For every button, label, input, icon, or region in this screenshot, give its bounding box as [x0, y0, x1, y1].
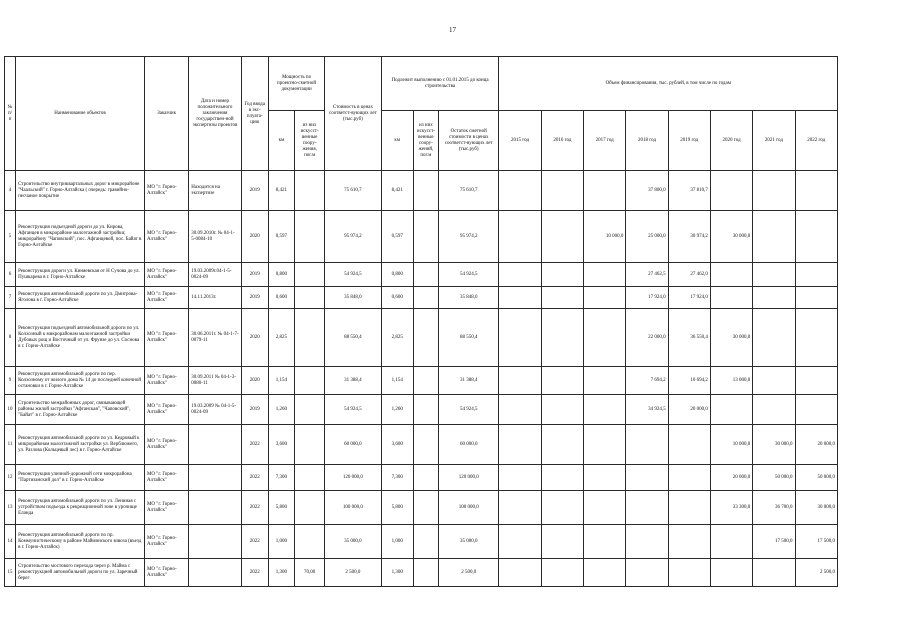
cell-2018	[626, 425, 668, 465]
cell-2022: 20 000,0	[795, 425, 837, 465]
cell-km: 1,154	[268, 367, 294, 395]
cell-remaining-km: 2,825	[381, 309, 413, 367]
cell-remaining-km: 7,300	[381, 465, 413, 491]
cell-2017	[584, 309, 626, 367]
header-year-2017: 2017 год	[584, 111, 626, 171]
cell-year: 2019	[241, 171, 268, 211]
cell-2020: 30 000,0	[710, 211, 752, 263]
cell-2018: 7 694,2	[626, 367, 668, 395]
cell-2019: 30 974,2	[668, 211, 710, 263]
table-header	[5, 57, 838, 171]
cell-name: Реконструкция автомобильной дороги по ул. Лениная с устройством подъезда к рекреационной зоне в урочище Еланда	[16, 491, 145, 525]
cell-2022	[795, 395, 837, 425]
cell-name: Реконструкция автомобильной дороги по ул. Кедровый к микрорайонам малоэтажной застройки ул. Верблюжего, ул. Разлова (Кольцевый лес) в г. Горно-Алтайске	[16, 425, 145, 465]
cell-2019	[668, 465, 710, 491]
header-expertise: Дата и номер положительного заключения государствен-ной экспертизы проектов	[189, 57, 241, 171]
header-remaining-group: Подлежит выполнению с 01.01.2015 до конца строительства	[381, 57, 499, 111]
cell-remaining-cost: 95 974,2	[439, 211, 499, 263]
cell-2019	[668, 491, 710, 525]
cell-expertise: 30.06.2011г. № 04-1-7-0079-11	[189, 309, 241, 367]
cell-year: 2022	[241, 465, 268, 491]
cell-num: 15	[5, 559, 16, 587]
cell-2017	[584, 263, 626, 287]
cell-2015	[499, 525, 541, 559]
cell-name: Строительство внутриквартальных дорог в микрорайоне "Чаальский" г. Горно-Алтайска ( очередь: гравийно-песчаное покрытие	[16, 171, 145, 211]
cell-num: 8	[5, 309, 16, 367]
cell-expertise: 19.03.2009 № 04-1-5-0024-09	[189, 395, 241, 425]
cell-num: 4	[5, 171, 16, 211]
cell-cost: 100 000,0	[325, 491, 381, 525]
cell-cost: 60 000,0	[325, 425, 381, 465]
header-year-2020: 2020 год	[710, 111, 752, 171]
cell-num: 5	[5, 211, 16, 263]
cell-2016	[541, 309, 583, 367]
cell-2017	[584, 287, 626, 309]
cell-remaining-cost: 100 000,0	[439, 491, 499, 525]
cell-2020: 20 000,0	[710, 465, 752, 491]
cell-customer: МО "г. Горно-Алтайск"	[144, 171, 188, 211]
cell-art	[295, 367, 325, 395]
cell-art	[295, 525, 325, 559]
header-financing-group: Объем финансирования, тыс. рублей, в том числе по годам	[499, 57, 838, 111]
cell-2017	[584, 491, 626, 525]
table-row	[5, 287, 838, 309]
cell-year: 2020	[241, 211, 268, 263]
cell-2019: 10 694,2	[668, 367, 710, 395]
cell-year: 2022	[241, 525, 268, 559]
header-year: Год ввода в экс-плуата-цию	[241, 57, 268, 171]
cell-remaining-cost: 35 848,0	[439, 287, 499, 309]
cell-2022	[795, 367, 837, 395]
cell-year: 2019	[241, 395, 268, 425]
cell-num: 6	[5, 263, 16, 287]
cell-2015	[499, 367, 541, 395]
cell-name: Реконструкция автомобильной дороги по ул. Дмитрова-Яголова в г. Горно-Алтайске	[16, 287, 145, 309]
cell-expertise: Находится на экспертизе	[189, 171, 241, 211]
cell-expertise: 30.09.2011 № 04-1-3-0080-11	[189, 367, 241, 395]
cell-2021	[753, 263, 795, 287]
cell-remaining-cost: 120 000,0	[439, 465, 499, 491]
cell-remaining-art	[413, 465, 438, 491]
cell-art	[295, 425, 325, 465]
table-row	[5, 395, 838, 425]
cell-2019: 17 924,0	[668, 287, 710, 309]
cell-2018: 34 924,5	[626, 395, 668, 425]
cell-remaining-km: 1,000	[381, 525, 413, 559]
cell-remaining-km: 1,260	[381, 395, 413, 425]
cell-cost: 54 924,5	[325, 395, 381, 425]
cell-2018: 22 000,0	[626, 309, 668, 367]
table-row	[5, 559, 838, 587]
cell-art: 70,00	[295, 559, 325, 587]
cell-2018: 25 000,0	[626, 211, 668, 263]
cell-2017: 10 000,0	[584, 211, 626, 263]
cell-year: 2019	[241, 263, 268, 287]
cell-customer: МО "г. Горно-Алтайск"	[144, 465, 188, 491]
cell-2021: 30 000,0	[753, 425, 795, 465]
table-row	[5, 425, 838, 465]
cell-2016	[541, 491, 583, 525]
cell-remaining-art	[413, 559, 438, 587]
header-year-2021: 2021 год	[753, 111, 795, 171]
cell-remaining-cost: 60 000,0	[439, 425, 499, 465]
cell-expertise	[189, 465, 241, 491]
cell-2015	[499, 559, 541, 587]
cell-2017	[584, 171, 626, 211]
cell-customer: МО "г. Горно-Алтайск"	[144, 263, 188, 287]
cell-2022: 2 500,0	[795, 559, 837, 587]
cell-num: 14	[5, 525, 16, 559]
cell-2022	[795, 309, 837, 367]
cell-2021	[753, 287, 795, 309]
page-number: 17	[449, 26, 456, 34]
header-capacity-art: из них искусст-венные соору-жения, пог.м	[295, 111, 325, 171]
cell-remaining-art	[413, 525, 438, 559]
cell-remaining-art	[413, 211, 438, 263]
cell-km: 0,597	[268, 211, 294, 263]
cell-art	[295, 465, 325, 491]
cell-2019	[668, 559, 710, 587]
cell-2019: 27 462,0	[668, 263, 710, 287]
cell-remaining-km: 0,600	[381, 287, 413, 309]
cell-cost: 35 000,0	[325, 525, 381, 559]
cell-year: 2020	[241, 309, 268, 367]
cell-remaining-cost: 88 550,4	[439, 309, 499, 367]
cell-cost: 88 550,4	[325, 309, 381, 367]
cell-2021	[753, 559, 795, 587]
cell-remaining-km: 0,800	[381, 263, 413, 287]
cell-customer: МО "г. Горно-Алтайск"	[144, 367, 188, 395]
cell-2022: 30 000,0	[795, 491, 837, 525]
cell-remaining-cost: 75 610,7	[439, 171, 499, 211]
cell-2015	[499, 263, 541, 287]
cell-art	[295, 395, 325, 425]
cell-remaining-km: 1,300	[381, 559, 413, 587]
header-capacity-group: Мощность по проектно-сметной документации	[268, 57, 324, 111]
cell-2016	[541, 263, 583, 287]
cell-remaining-km: 1,154	[381, 367, 413, 395]
cell-name: Реконструкция автомобильной дороги по пр. Коммунистическому в районе Майминского взвоза (въезд в г. Горно-Алтайск)	[16, 525, 145, 559]
cell-customer: МО "г. Горно-Алтайск"	[144, 525, 188, 559]
cell-remaining-art	[413, 287, 438, 309]
cell-2020	[710, 287, 752, 309]
cell-num: 10	[5, 395, 16, 425]
cell-km: 0,600	[268, 287, 294, 309]
cell-km: 7,300	[268, 465, 294, 491]
cell-2017	[584, 465, 626, 491]
cell-art	[295, 171, 325, 211]
cell-2018	[626, 465, 668, 491]
header-year-2018: 2018 год	[626, 111, 668, 171]
cell-customer: МО "г. Горно-Алтайск"	[144, 395, 188, 425]
cell-expertise	[189, 491, 241, 525]
cell-2016	[541, 465, 583, 491]
cell-2021	[753, 309, 795, 367]
header-remaining-art: из них искусст-венные соору-жений, пог.м	[413, 111, 438, 171]
cell-2018: 27 462,5	[626, 263, 668, 287]
cell-2016	[541, 171, 583, 211]
cell-2020	[710, 525, 752, 559]
cell-art	[295, 309, 325, 367]
cell-2017	[584, 525, 626, 559]
cell-expertise: 30.09.2010г. № 04-1-5-0084-10	[189, 211, 241, 263]
table-row	[5, 367, 838, 395]
cell-2015	[499, 395, 541, 425]
cell-2021: 17 500,0	[753, 525, 795, 559]
header-num: № п/п	[5, 57, 16, 171]
cell-remaining-art	[413, 309, 438, 367]
cell-year: 2019	[241, 287, 268, 309]
cell-customer: МО "г. Горно-Алтайск"	[144, 309, 188, 367]
cell-remaining-art	[413, 395, 438, 425]
header-cost: Стоимость в ценах соответст-вующих лет (тыс.руб)	[325, 57, 381, 171]
cell-2021: 50 000,0	[753, 465, 795, 491]
investment-table	[4, 56, 838, 587]
cell-remaining-art	[413, 263, 438, 287]
cell-2021	[753, 395, 795, 425]
cell-year: 2022	[241, 491, 268, 525]
cell-2020	[710, 171, 752, 211]
table-row	[5, 211, 838, 263]
cell-2015	[499, 425, 541, 465]
table-row	[5, 525, 838, 559]
cell-2020	[710, 263, 752, 287]
cell-remaining-km: 5,800	[381, 491, 413, 525]
cell-2016	[541, 211, 583, 263]
cell-2016	[541, 287, 583, 309]
cell-expertise	[189, 425, 241, 465]
cell-2015	[499, 171, 541, 211]
cell-2018	[626, 559, 668, 587]
cell-2022	[795, 171, 837, 211]
cell-2022	[795, 211, 837, 263]
cell-remaining-art	[413, 491, 438, 525]
cell-2018	[626, 491, 668, 525]
cell-num: 11	[5, 425, 16, 465]
header-customer: Заказчик	[144, 57, 188, 171]
header-capacity-km: км	[268, 111, 294, 171]
table-row	[5, 171, 838, 211]
cell-remaining-art	[413, 171, 438, 211]
cell-art	[295, 211, 325, 263]
cell-2020: 10 000,0	[710, 425, 752, 465]
cell-2019	[668, 425, 710, 465]
cell-year: 2020	[241, 367, 268, 395]
cell-remaining-km: 8,421	[381, 171, 413, 211]
cell-year: 2022	[241, 425, 268, 465]
cell-customer: МО "г. Горно-Алтайск"	[144, 559, 188, 587]
cell-customer: МО "г. Горно-Алтайск"	[144, 491, 188, 525]
cell-remaining-cost: 2 500,0	[439, 559, 499, 587]
cell-cost: 31 388,4	[325, 367, 381, 395]
cell-2020: 30 000,0	[710, 309, 752, 367]
cell-cost: 120 000,0	[325, 465, 381, 491]
cell-2017	[584, 395, 626, 425]
cell-km: 3,600	[268, 425, 294, 465]
cell-cost: 75 610,7	[325, 171, 381, 211]
cell-2020	[710, 395, 752, 425]
cell-2020: 13 000,0	[710, 367, 752, 395]
cell-2015	[499, 211, 541, 263]
cell-expertise	[189, 525, 241, 559]
cell-remaining-cost: 35 000,0	[439, 525, 499, 559]
cell-km: 5,800	[268, 491, 294, 525]
cell-2020: 33 300,0	[710, 491, 752, 525]
cell-km: 1,000	[268, 525, 294, 559]
cell-expertise: 19.03.2009г.04-1-5-0024-09	[189, 263, 241, 287]
header-year-2022: 2022 год	[795, 111, 837, 171]
cell-remaining-km: 0,597	[381, 211, 413, 263]
cell-km: 2,825	[268, 309, 294, 367]
cell-num: 12	[5, 465, 16, 491]
cell-2017	[584, 425, 626, 465]
cell-year: 2022	[241, 559, 268, 587]
cell-2020	[710, 559, 752, 587]
cell-2016	[541, 367, 583, 395]
cell-2022: 50 000,0	[795, 465, 837, 491]
table-row	[5, 465, 838, 491]
cell-cost: 54 924,5	[325, 263, 381, 287]
cell-2021	[753, 367, 795, 395]
cell-2015	[499, 491, 541, 525]
cell-2019: 36 550,4	[668, 309, 710, 367]
cell-art	[295, 263, 325, 287]
cell-2016	[541, 525, 583, 559]
cell-2017	[584, 367, 626, 395]
cell-remaining-cost: 54 924,5	[439, 395, 499, 425]
cell-name: Реконструкция подъездной дороги до ул. Кирова, Афганцев в микрорайоне малоэтажной застройки; микрорайону "Чаповский", пос. Афганцевой, пос. Байат в Горно-Алтайске	[16, 211, 145, 263]
header-remaining-km: км	[381, 111, 413, 171]
table-row	[5, 263, 838, 287]
cell-num: 9	[5, 367, 16, 395]
cell-2021	[753, 211, 795, 263]
cell-num: 13	[5, 491, 16, 525]
cell-remaining-cost: 54 924,5	[439, 263, 499, 287]
cell-2015	[499, 287, 541, 309]
cell-2018: 17 924,0	[626, 287, 668, 309]
cell-art	[295, 287, 325, 309]
table-body	[5, 171, 838, 587]
cell-name: Строительство мостового перехода через р. Майма с реконструкцией автомобильной дороги по ул. Заречный берег	[16, 559, 145, 587]
cell-2015	[499, 309, 541, 367]
cell-cost: 2 500,0	[325, 559, 381, 587]
header-name: Наименование объектов	[16, 57, 145, 171]
cell-2016	[541, 395, 583, 425]
cell-name: Строительство межрайонных дорог, связывающей районы жилой застройки "Афганская", "Чаповский", "Байат" в г. Горно-Алтайске	[16, 395, 145, 425]
cell-2022	[795, 263, 837, 287]
cell-2019: 20 000,0	[668, 395, 710, 425]
cell-art	[295, 491, 325, 525]
cell-2021	[753, 171, 795, 211]
header-year-2019: 2019 год	[668, 111, 710, 171]
cell-km: 1,260	[268, 395, 294, 425]
header-remaining-cost: Остаток сметной стоимости в ценах соответст-вующих лет (тыс.руб)	[439, 111, 499, 171]
cell-name: Реконструкция подъездной автомобильной дороги по ул. Колхозный к микрорайонам малоэтажной застройки Дубовых рощ и Восточный от ул. Фрунзе до ул. Соснова в г. Горно-Алтайске	[16, 309, 145, 367]
cell-2017	[584, 559, 626, 587]
cell-2016	[541, 425, 583, 465]
cell-2022: 17 500,0	[795, 525, 837, 559]
cell-remaining-art	[413, 425, 438, 465]
cell-cost: 35 848,0	[325, 287, 381, 309]
cell-num: 7	[5, 287, 16, 309]
cell-remaining-cost: 31 388,4	[439, 367, 499, 395]
cell-customer: МО "г. Горно-Алтайск"	[144, 425, 188, 465]
header-year-2016: 2016 год	[541, 111, 583, 171]
cell-cost: 95 974,2	[325, 211, 381, 263]
cell-customer: МО "г. Горно-Алтайск"	[144, 287, 188, 309]
cell-2018: 37 800,0	[626, 171, 668, 211]
cell-km: 1,300	[268, 559, 294, 587]
header-year-2015: 2015 год	[499, 111, 541, 171]
cell-2016	[541, 559, 583, 587]
cell-km: 0,800	[268, 263, 294, 287]
cell-customer: МО "г. Горно-Алтайск"	[144, 211, 188, 263]
cell-name: Реконструкция дороги ул. Киняевская от Н Сучова до ул. Пушкарева в г. Горно-Алтайске	[16, 263, 145, 287]
cell-2022	[795, 287, 837, 309]
table-row	[5, 309, 838, 367]
cell-2019	[668, 525, 710, 559]
cell-name: Реконструкция уличной-дорожной сети микрорайона "Партизанский дол" в г. Горно-Алтайске	[16, 465, 145, 491]
cell-2018	[626, 525, 668, 559]
cell-remaining-art	[413, 367, 438, 395]
table-row	[5, 491, 838, 525]
cell-2015	[499, 465, 541, 491]
cell-expertise	[189, 559, 241, 587]
cell-expertise: 14.11.2013г.	[189, 287, 241, 309]
cell-km: 8,421	[268, 171, 294, 211]
cell-2021: 36 700,0	[753, 491, 795, 525]
cell-2019: 37 810,7	[668, 171, 710, 211]
cell-remaining-km: 3,600	[381, 425, 413, 465]
cell-name: Реконструкция автомобильной дороги по пер. Колхозному от жилого дома № 14 до последней конечной остановки в г. Горно-Алтайске	[16, 367, 145, 395]
